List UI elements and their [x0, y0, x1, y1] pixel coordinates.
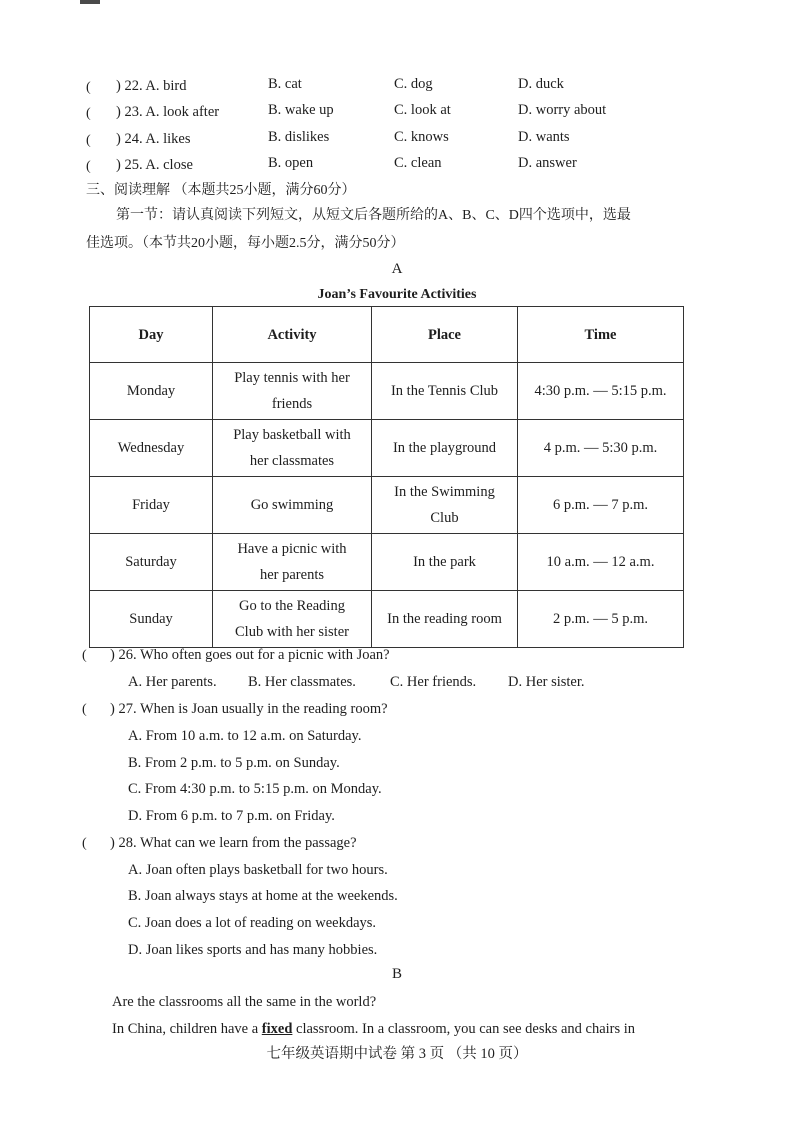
q23-option-c: C. look at [394, 102, 451, 118]
activities-table [89, 306, 684, 648]
page-footer: 七年级英语期中试卷 第 3 页 （共 10 页） [266, 1046, 528, 1062]
time-cell: 4 p.m. — 5:30 p.m. [518, 420, 684, 477]
time-cell: 4:30 p.m. — 5:15 p.m. [518, 363, 684, 420]
q24-option-c: C. knows [394, 129, 449, 145]
q26-stem: ) 26. Who often goes out for a picnic with Joan? [110, 647, 390, 663]
day-cell: Wednesday [90, 420, 213, 477]
answer-paren: ( [86, 159, 91, 174]
q22-option-c: C. dog [394, 76, 433, 92]
passage-b-line-2: In China, children have a fixed classroom. In a classroom, you can see desks and chairs in [112, 1021, 636, 1037]
q27-option-a: A. From 10 a.m. to 12 a.m. on Saturday. [128, 728, 362, 744]
top-edge-mark [80, 0, 100, 4]
time-cell: 10 a.m. — 12 a.m. [518, 534, 684, 591]
day-cell: Sunday [90, 591, 213, 648]
header-day: Day [90, 307, 213, 363]
passage-b-line-1: Are the classrooms all the same in the world? [112, 994, 377, 1010]
q24-option-b: B. dislikes [268, 129, 330, 145]
table-row [90, 363, 684, 420]
q23-option-b: B. wake up [268, 102, 334, 118]
q28-option-d: D. Joan likes sports and has many hobbies. [128, 942, 378, 958]
q27-option-b: B. From 2 p.m. to 5 p.m. on Sunday. [128, 755, 340, 771]
q28-option-c: C. Joan does a lot of reading on weekdays. [128, 915, 377, 931]
q26-option-d: D. Her sister. [508, 674, 585, 690]
q26-option-a: A. Her parents. [128, 674, 217, 690]
section-heading: 三、阅读理解 （本题共25小题，满分60分） [86, 183, 356, 198]
time-cell: 6 p.m. — 7 p.m. [518, 477, 684, 534]
q27-option-d: D. From 6 p.m. to 7 p.m. on Friday. [128, 808, 335, 824]
q28-option-b: B. Joan always stays at home at the weekends. [128, 888, 398, 904]
table-row [90, 591, 684, 648]
passage-a-letter: A [391, 261, 403, 277]
place-cell: In the park [372, 534, 518, 591]
q26-option-c: C. Her friends. [390, 674, 477, 690]
q26-option-b: B. Her classmates. [248, 674, 356, 690]
table-title: Joan’s Favourite Activities [317, 287, 477, 302]
time-cell: 2 p.m. — 5 p.m. [518, 591, 684, 648]
day-cell: Monday [90, 363, 213, 420]
header-time: Time [518, 307, 684, 363]
instruction-line-2: 佳选项。（本节共20小题，每小题2.5分，满分50分） [86, 236, 405, 251]
q24-option-a: ) 24. A. likes [116, 131, 191, 147]
answer-paren: ( [82, 836, 87, 851]
header-place: Place [372, 307, 518, 363]
q22-option-d: D. duck [518, 76, 564, 92]
answer-paren: ( [86, 133, 91, 148]
q22-option-a: ) 22. A. bird [116, 78, 187, 94]
activity-cell: Have a picnic with her parents [213, 534, 372, 591]
answer-paren: ( [82, 648, 87, 663]
place-cell: In the Tennis Club [372, 363, 518, 420]
table-row [90, 534, 684, 591]
q27-option-c: C. From 4:30 p.m. to 5:15 p.m. on Monday. [128, 781, 382, 797]
q23-option-a: ) 23. A. look after [116, 104, 220, 120]
answer-paren: ( [86, 80, 91, 95]
q25-option-a: ) 25. A. close [116, 157, 193, 173]
q24-option-d: D. wants [518, 129, 570, 145]
q28-stem: ) 28. What can we learn from the passage? [110, 835, 357, 851]
activity-cell: Go to the Reading Club with her sister [213, 591, 372, 648]
answer-paren: ( [82, 702, 87, 717]
header-activity: Activity [213, 307, 372, 363]
table-header-row [90, 307, 684, 363]
q27-stem: ) 27. When is Joan usually in the reading room? [110, 701, 388, 717]
place-cell: In the reading room [372, 591, 518, 648]
q25-option-d: D. answer [518, 155, 577, 171]
q25-option-c: C. clean [394, 155, 442, 171]
activity-cell: Play basketball with her classmates [213, 420, 372, 477]
q25-option-b: B. open [268, 155, 314, 171]
activity-cell: Play tennis with her friends [213, 363, 372, 420]
instruction-line-1: 第一节：请认真阅读下列短文，从短文后各题所给的A、B、C、D四个选项中，选最 [116, 208, 631, 223]
day-cell: Friday [90, 477, 213, 534]
table-row [90, 477, 684, 534]
passage-b-letter: B [391, 966, 402, 982]
q22-option-b: B. cat [268, 76, 302, 92]
activity-cell: Go swimming [213, 477, 372, 534]
answer-paren: ( [86, 106, 91, 121]
table-row [90, 420, 684, 477]
underlined-word: fixed [261, 1021, 293, 1037]
day-cell: Saturday [90, 534, 213, 591]
place-cell: In the playground [372, 420, 518, 477]
q28-option-a: A. Joan often plays basketball for two hours. [128, 862, 388, 878]
q23-option-d: D. worry about [518, 102, 607, 118]
place-cell: In the Swimming Club [372, 477, 518, 534]
